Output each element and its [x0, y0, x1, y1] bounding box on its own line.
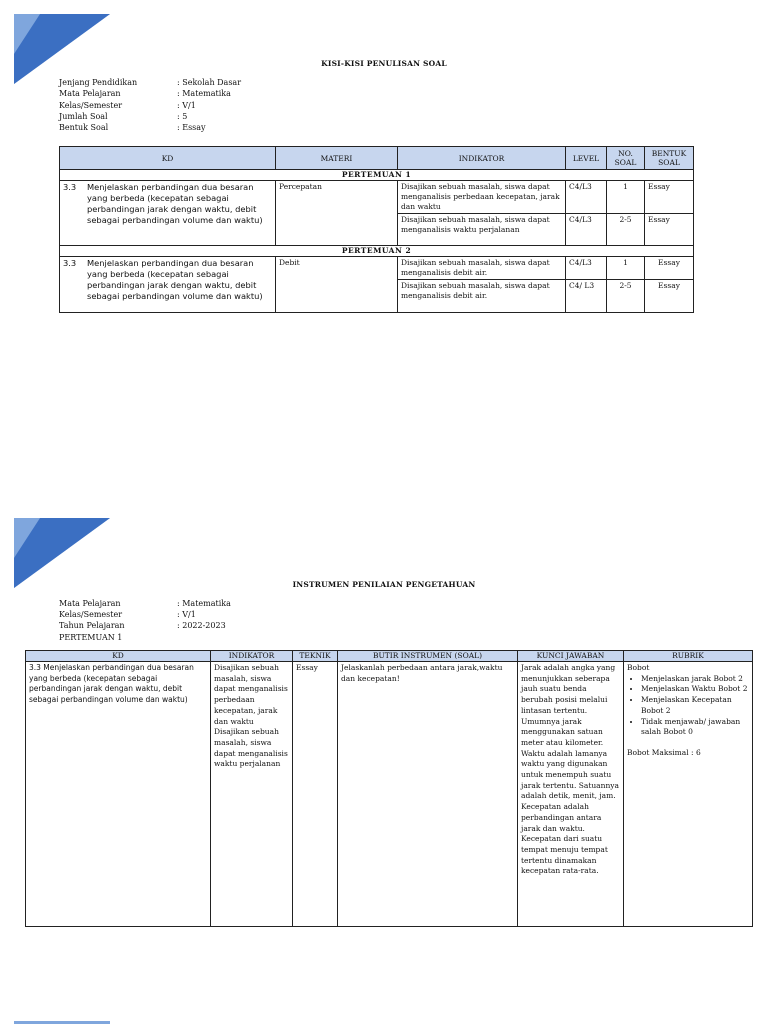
header-rubrik: RUBRIK — [624, 651, 753, 662]
list-item: • Tidak menjawab/ jawaban salah Bobot 0 — [641, 717, 749, 738]
meeting-separator: PERTEMUAN 2 — [60, 246, 694, 257]
table-header — [26, 651, 753, 662]
kisi-kisi-table — [59, 146, 694, 313]
page1-title: KISI-KISI PENULISAN SOAL — [321, 59, 447, 68]
header-kunci-jawaban: KUNCI JAWABAN — [518, 651, 624, 662]
materi-cell: Percepatan — [276, 181, 398, 246]
header-kd: KD — [26, 651, 211, 662]
no-soal-cell: 1 — [607, 257, 645, 280]
kd-cell: 3.3 Menjelaskan perbandingan dua besaran yang berbeda (kecepatan sebagai perbandingan jarak dengan waktu, debit sebagai perbandingan volume dan waktu) — [26, 662, 211, 927]
header-level: LEVEL — [566, 147, 607, 170]
rubrik-list — [627, 674, 749, 738]
teknik-cell: Essay — [293, 662, 338, 927]
table-row — [60, 181, 694, 214]
corner-decoration-middle — [0, 518, 110, 588]
soal-cell: Jelaskanlah perbedaan antara jarak,waktu dan kecepatan! — [338, 662, 518, 927]
header-teknik: TEKNIK — [293, 651, 338, 662]
kd-cell: 3.3 Menjelaskan perbandingan dua besaran yang berbeda (kecepatan sebagai perbandingan jarak dengan waktu, debit sebagai perbandingan volume dan waktu) — [60, 257, 276, 313]
indikator-cell: Disajikan sebuah masalah, siswa dapat menganalisis perbedaan kecepatan, jarak dan waktu Disajikan sebuah masalah, siswa dapat menganalisis waktu perjalanan — [211, 662, 293, 927]
corner-decoration-top — [0, 14, 110, 84]
header-no-soal: NO. SOAL — [607, 147, 645, 170]
header-butir-instrumen: BUTIR INSTRUMEN (SOAL) — [338, 651, 518, 662]
header-bentuk-soal: BENTUK SOAL — [645, 147, 694, 170]
no-soal-cell: 2-5 — [607, 214, 645, 246]
page2-title: INSTRUMEN PENILAIAN PENGETAHUAN — [292, 580, 476, 589]
page1-info: Jenjang Pendidikan : Sekolah Dasar Mata Pelajaran : Matematika Kelas/Semester : V/1 Jumlah Soal : 5 Bentuk Soal : Essay — [59, 78, 242, 133]
indikator-cell: Disajikan sebuah masalah, siswa dapat menganalisis debit air. — [398, 257, 566, 280]
level-cell: C4/L3 — [566, 181, 607, 214]
kunci-jawaban-cell: Jarak adalah angka yang menunjukkan seberapa jauh suatu benda berubah posisi melalui lintasan tertentu. Umumnya jarak menggunakan satuan meter atau kilometer. Waktu adalah lamanya waktu yang digunakan untuk menempuh suatu jarak tertentu. Satuannya adalah detik, menit, jam. Kecepatan adalah perbandingan antara jarak dan waktu. Kecepatan dari suatu tempat menuju tempat tertentu dinamakan kecepatan rata-rata. — [518, 662, 624, 927]
materi-cell: Debit — [276, 257, 398, 313]
table-header — [60, 147, 694, 170]
indikator-cell: Disajikan sebuah masalah, siswa dapat menganalisis perbedaan kecepatan, jarak dan waktu — [398, 181, 566, 214]
indikator-cell: Disajikan sebuah masalah, siswa dapat menganalisis waktu perjalanan — [398, 214, 566, 246]
level-cell: C4/L3 — [566, 214, 607, 246]
table-row — [26, 662, 753, 927]
header-kd: KD — [60, 147, 276, 170]
bentuk-cell: Essay — [645, 181, 694, 214]
header-materi: MATERI — [276, 147, 398, 170]
list-item: • Menjelaskan Kecepatan Bobot 2 — [641, 695, 749, 716]
page2-info: Mata Pelajaran : Matematika Kelas/Semester : V/1 Tahun Pelajaran : 2022-2023 PERTEMUAN 1 — [59, 599, 231, 642]
bentuk-cell: Essay — [645, 214, 694, 246]
no-soal-cell: 1 — [607, 181, 645, 214]
rubrik-title: Bobot — [627, 663, 650, 672]
no-soal-cell: 2-5 — [607, 280, 645, 313]
indikator-cell: Disajikan sebuah masalah, siswa dapat menganalisis debit air. — [398, 280, 566, 313]
rubrik-cell — [624, 662, 753, 927]
header-indikator: INDIKATOR — [211, 651, 293, 662]
instrumen-table — [25, 650, 753, 927]
kd-cell: 3.3 Menjelaskan perbandingan dua besaran yang berbeda (kecepatan sebagai perbandingan jarak dengan waktu, debit sebagai perbandingan volume dan waktu) — [60, 181, 276, 246]
rubrik-max: Bobot Maksimal : 6 — [627, 747, 701, 757]
level-cell: C4/L3 — [566, 257, 607, 280]
meeting-separator: PERTEMUAN 1 — [60, 170, 694, 181]
bentuk-cell: Essay — [645, 257, 694, 280]
table-row — [60, 257, 694, 280]
header-indikator: INDIKATOR — [398, 147, 566, 170]
list-item: • Menjelaskan Waktu Bobot 2 — [641, 684, 749, 695]
list-item: • Menjelaskan jarak Bobot 2 — [641, 674, 749, 685]
level-cell: C4/ L3 — [566, 280, 607, 313]
bentuk-cell: Essay — [645, 280, 694, 313]
